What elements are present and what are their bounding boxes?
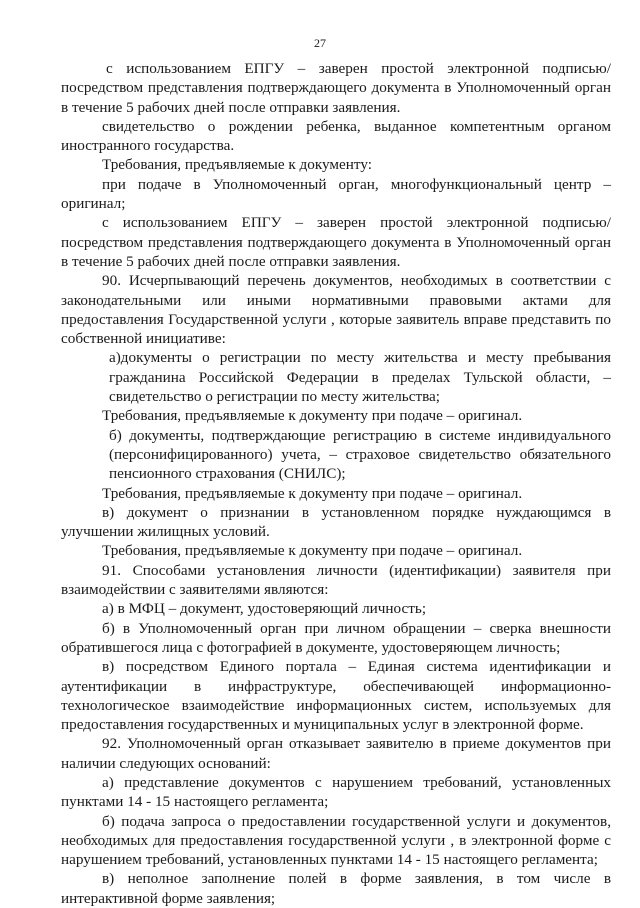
list-item: а) представление документов с нарушением требований, установленных пунктами 14 - 15 настоящего регламента; bbox=[61, 773, 611, 811]
list-item: а)документы о регистрации по месту жительства и месту пребывания гражданина Российской Федерации в пределах Тульской области, – свидетельство о регистрации по месту жительства; bbox=[109, 349, 611, 406]
paragraph: с использованием ЕПГУ – заверен простой электронной подписью/ посредством представления подтверждающего документа в Уполномоченный орган в течение 5 рабочих дней после отправки заявления. bbox=[61, 214, 611, 270]
paragraph: 91. Способами установления личности (идентификации) заявителя при взаимодействии с заявителями являются: bbox=[61, 561, 611, 599]
list-item: б) документы, подтверждающие регистрацию в системе индивидуального (персонифицированного) учета, – страховое свидетельство обязательного пенсионного страхования (СНИЛС); bbox=[109, 426, 611, 483]
paragraph: Требования, предъявляемые к документу при подаче – оригинал. bbox=[102, 542, 523, 560]
paragraph: свидетельство о рождении ребенка, выданное компетентным органом иностранного государства. bbox=[61, 117, 611, 155]
paragraph: Требования, предъявляемые к документу при подаче – оригинал. bbox=[102, 407, 523, 425]
page-number: 27 bbox=[314, 36, 326, 50]
paragraph: Требования, предъявляемые к документу при подаче – оригинал. bbox=[102, 484, 523, 502]
list-item: б) подача запроса о предоставлении государственной услуги и документов, необходимых для предоставления государственной услуги , в электронной форме с нарушением требований, установленных пунктами 14 - 15 настоящего регламента; bbox=[61, 812, 611, 869]
paragraph: при подаче в Уполномоченный орган, многофункциональный центр –оригинал; bbox=[61, 175, 611, 213]
list-item: в) неполное заполнение полей в форме заявления, в том числе в интерактивной форме заявления; bbox=[61, 870, 611, 907]
paragraph: 92. Уполномоченный орган отказывает заявителю в приеме документов при наличии следующих оснований: bbox=[61, 735, 611, 772]
list-item: в) документ о признании в установленном порядке нуждающимся в улучшении жилищных условий. bbox=[61, 503, 611, 541]
document-body bbox=[61, 59, 611, 908]
list-item: б) в Уполномоченный орган при личном обращении – сверка внешности обратившегося лица с фотографией в документе, удостоверяющем личность; bbox=[61, 619, 611, 656]
paragraph: 90. Исчерпывающий перечень документов, необходимых в соответствии с законодательными или иными нормативными правовыми актами для предоставления Государственной услуги , которые заявитель вправе представить по собственной инициативе: bbox=[61, 272, 611, 348]
list-item: а) в МФЦ – документ, удостоверяющий личность; bbox=[102, 600, 427, 618]
list-item: в) посредством Единого портала – Единая система идентификации и аутентификации в инфраструктуре, обеспечивающей информационно-технологическое взаимодействие информационных систем, используемых для предоставления государственных и муниципальных услуг в электронной форме. bbox=[61, 658, 611, 734]
paragraph: с использованием ЕПГУ – заверен простой электронной подписью/ посредством представления подтверждающего документа в Уполномоченный орган в течение 5 рабочих дней после отправки заявления. bbox=[61, 60, 611, 116]
paragraph: Требования, предъявляемые к документу: bbox=[102, 156, 372, 174]
